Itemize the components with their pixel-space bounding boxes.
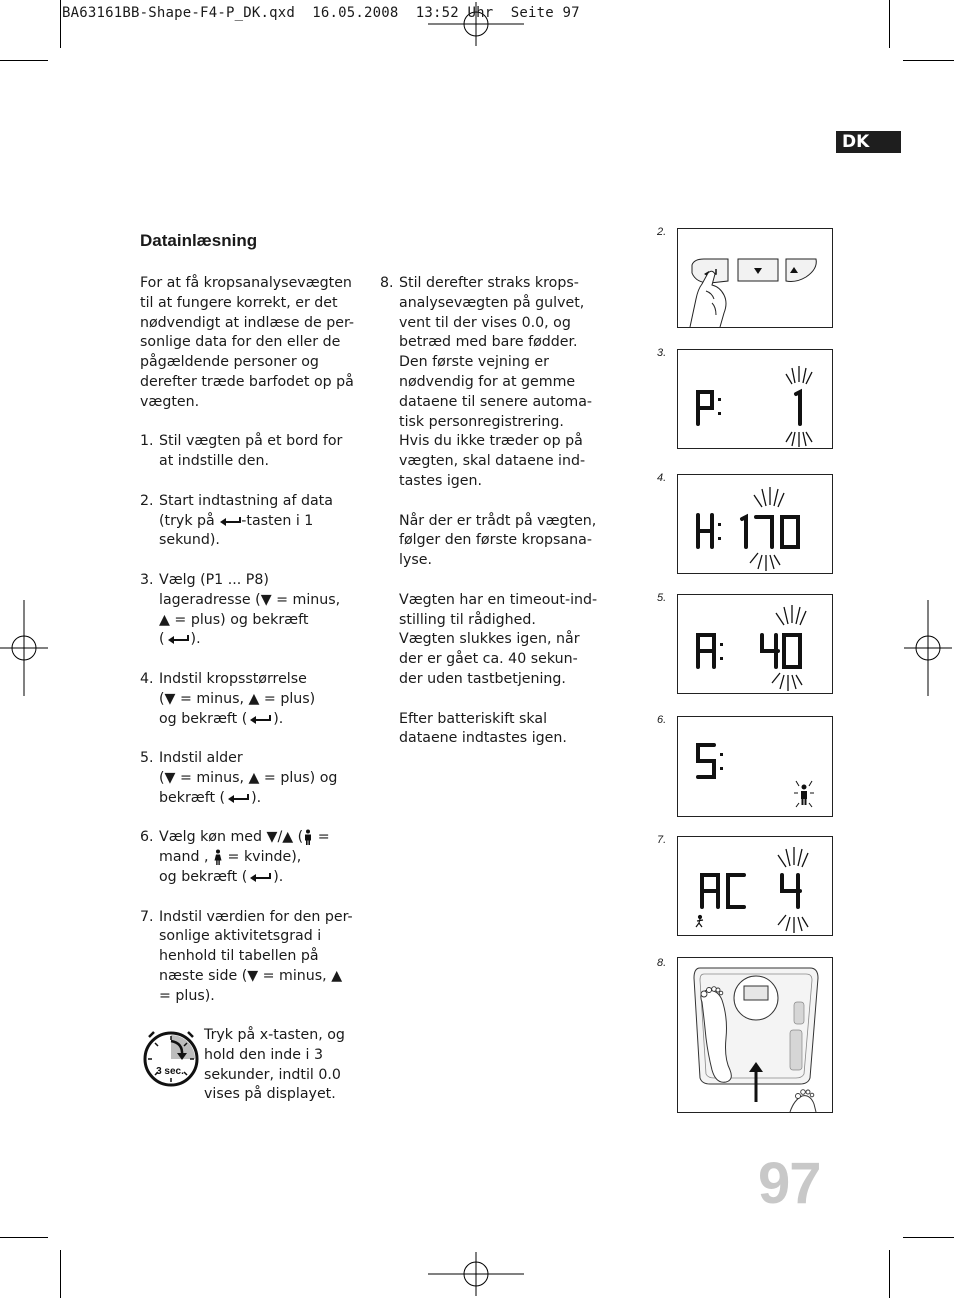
step-3: 3. Vælg (P1 ... P8) lageradresse (▼ = minus, ▲ = plus) og bekræft ( ). <box>140 571 341 648</box>
column-right <box>380 274 610 749</box>
figure-display-p1 <box>677 349 833 449</box>
step-4: 4. Indstil kropsstørrelse (▼ = minus, ▲ = plus) og bekræft ( ). <box>140 670 316 727</box>
section-title: Datainlæsning <box>140 231 258 250</box>
crop-mark <box>889 0 890 48</box>
figure-display-age <box>677 594 833 694</box>
enter-key-icon <box>165 634 191 644</box>
column-left <box>140 274 370 1006</box>
crop-mark <box>0 60 48 61</box>
figure-keypad <box>677 228 833 328</box>
paragraph-weigh: Når der er trådt på vægten, følger den første kropsana- lyse. <box>399 512 597 569</box>
lcd-display <box>678 717 832 816</box>
male-icon <box>801 785 807 806</box>
step-6: 6. Vælg køn med ▼/▲ ( = mand , = kvinde), og bekræft ( ). <box>140 829 330 885</box>
intro-paragraph: For at få kropsanalysevægten til at fungere korrekt, er det nødvendigt at indlæse de per- sonlige data for den eller de pågældende personer og derefter træde barfodet op på vægten. <box>140 275 355 410</box>
step-8: 8. Stil derefter straks krops- analysevægten på gulvet, vent til der vises 0.0, og betræd med bare fødder. Den første vejning er nødvendig for at gemme dataene til senere automa- tisk personregistrering. Hvis du ikke træder op på vægten, skal dataene ind- tastes igen. <box>380 275 593 489</box>
paragraph-timeout: Vægten har en timeout-ind- stilling til rådighed. Vægten slukkes igen, når der er gået ca. 40 sekun- der uden tastbetjening. <box>399 591 598 687</box>
lcd-display <box>678 350 832 448</box>
page-number: 97 <box>758 1151 821 1216</box>
step-5: 5. Indstil alder (▼ = minus, ▲ = plus) og bekræft ( ). <box>140 750 338 806</box>
crop-mark <box>889 1250 890 1298</box>
figure-scale <box>677 957 833 1113</box>
enter-key-icon <box>225 793 251 803</box>
timer-note: Tryk på x-tasten, og hold den inde i 3 sekunder, indtil 0.0 vises på displayet. <box>204 1027 345 1103</box>
figure-label: 4. <box>657 472 667 484</box>
enter-key-icon <box>247 872 273 882</box>
crop-mark <box>60 0 61 48</box>
registration-mark <box>0 600 48 696</box>
lcd-display <box>678 475 832 573</box>
step-2: 2. Start indtastning af data (tryk på -tasten i 1 sekund). <box>140 492 333 549</box>
paragraph-battery: Efter batteriskift skal dataene indtastes igen. <box>399 710 567 747</box>
step-1: 1. Stil vægten på et bord for at indstille den. <box>140 433 343 470</box>
activity-icon <box>696 916 703 928</box>
crop-mark <box>0 1237 48 1238</box>
figure-display-height <box>677 474 833 574</box>
crop-mark <box>903 1237 954 1238</box>
lcd-display <box>678 595 832 693</box>
lcd-display <box>678 837 832 935</box>
figure-label: 3. <box>657 347 667 359</box>
figure-label: 2. <box>657 226 667 238</box>
figure-label: 8. <box>657 957 667 969</box>
enter-key-icon <box>247 714 273 724</box>
figure-label: 6. <box>657 714 667 726</box>
language-tab: DK <box>836 131 901 153</box>
male-icon <box>303 829 313 845</box>
figure-label: 7. <box>657 834 667 846</box>
crop-mark <box>903 60 954 61</box>
crop-mark <box>60 1250 61 1298</box>
female-icon <box>213 849 223 865</box>
enter-key-icon <box>219 516 241 526</box>
stopwatch-3sec-icon <box>141 1027 201 1087</box>
figure-label: 5. <box>657 592 667 604</box>
registration-mark <box>428 1252 524 1296</box>
figure-display-activity <box>677 836 833 936</box>
keypad-illustration <box>678 229 832 327</box>
registration-mark <box>904 600 952 696</box>
print-header: BA63161BB-Shape-F4-P_DK.qxd 16.05.2008 13:52 Uhr Seite 97 <box>62 5 580 21</box>
timer-label: 3 sec. <box>156 1066 184 1077</box>
scale-illustration <box>678 958 832 1112</box>
figure-display-sex <box>677 716 833 817</box>
step-7: 7. Indstil værdien for den per- sonlige aktivitetsgrad i henhold til tabellen på næste side (▼ = minus, ▲ = plus). <box>140 908 353 1004</box>
